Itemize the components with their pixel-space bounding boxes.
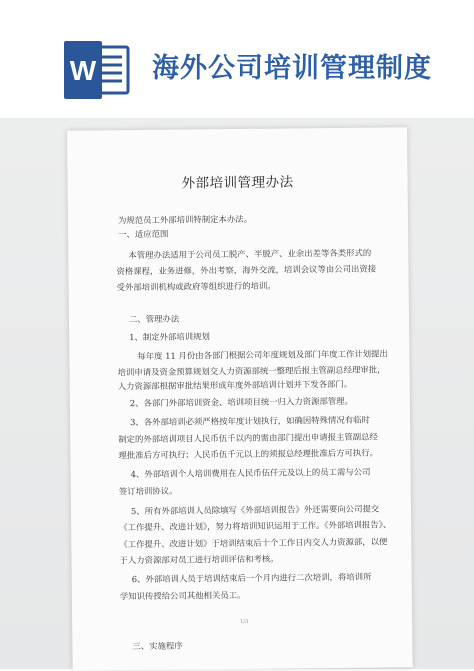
word-document-icon — [62, 37, 130, 103]
paragraph-line: 2、各部门外部培训资金、培训项目统一归入力资源部管理。 — [129, 395, 353, 409]
paragraph-line: 《工作提升、改进计划》，努力将培训知识运用于工作。《外部培训报告》、 — [119, 519, 392, 533]
paragraph-line: 签订培训协议。 — [118, 485, 178, 497]
subsection-heading: 1、制定外部培训规划 — [129, 331, 210, 343]
banner-title: 海外公司培训管理制度 — [152, 53, 432, 84]
paragraph-line: 6、外部培训人员于培训结束后一个月内进行二次培训，将培训所 — [131, 571, 372, 585]
paragraph-line: 4、外部培训个人培训费用在人民币伍仟元及以上的员工需与公司 — [130, 466, 371, 480]
paragraph-line: 制定的外部培训项目人民币伍千以内的需由部门提出申请报主管副总经 — [118, 431, 378, 445]
paragraph-line: 于人力资源部对员工进行培训评估和考核。 — [119, 553, 279, 566]
paragraph-line: 培训申请及资金预算规划交人力资源部统一整理后报主管副总经理审批， — [117, 364, 386, 378]
section-heading: 一、适应范围 — [118, 228, 169, 240]
document-page — [67, 127, 413, 671]
paragraph-line: 每年度 11 月份由各部门根据公司年度规划及部门年度工作计划提出 — [137, 348, 388, 362]
word-icon-letter: W — [69, 55, 97, 86]
paragraph-line: 人力资源部根据审批结果形成年度外部培训计划并下发各部门。 — [117, 378, 353, 392]
paragraph-line: 《工作提升、改进计划》于培训结束后十个工作日内交人力资源部，以便 — [119, 536, 388, 550]
paragraph-line: 学知识传授给公司其他相关员工。 — [119, 589, 246, 602]
paragraph-line: 5、所有外部培训人员除填写《外部培训报告》外还需要向公司提交 — [130, 503, 380, 517]
paragraph-line: 受外部培训机构或政府等组织进行的培训。 — [116, 280, 276, 293]
paragraph-line: 本管理办法适用于公司员工脱产、半脱产、业余出差等各类形式的 — [128, 247, 372, 261]
header-banner — [0, 0, 474, 118]
section-heading: 三、实施程序 — [132, 640, 183, 652]
page-number: 1/3 — [240, 618, 249, 625]
paragraph-line: 理批准后方可执行；人民币伍千元以上的须报总经理批准后方可执行。 — [118, 447, 379, 461]
document-title: 外部培训管理办法 — [181, 174, 294, 192]
intro-line: 为规范员工外部培训特制定本办法。 — [117, 213, 252, 226]
section-heading: 二、管理办法 — [128, 313, 180, 325]
paragraph-line: 资格课程，业务进修，外出考察，海外交流，培训会议等由公司出资接 — [116, 263, 377, 277]
paragraph-line: 3、各外部培训必须严格按年度计划执行，如确因特殊情况有临时 — [130, 414, 370, 428]
